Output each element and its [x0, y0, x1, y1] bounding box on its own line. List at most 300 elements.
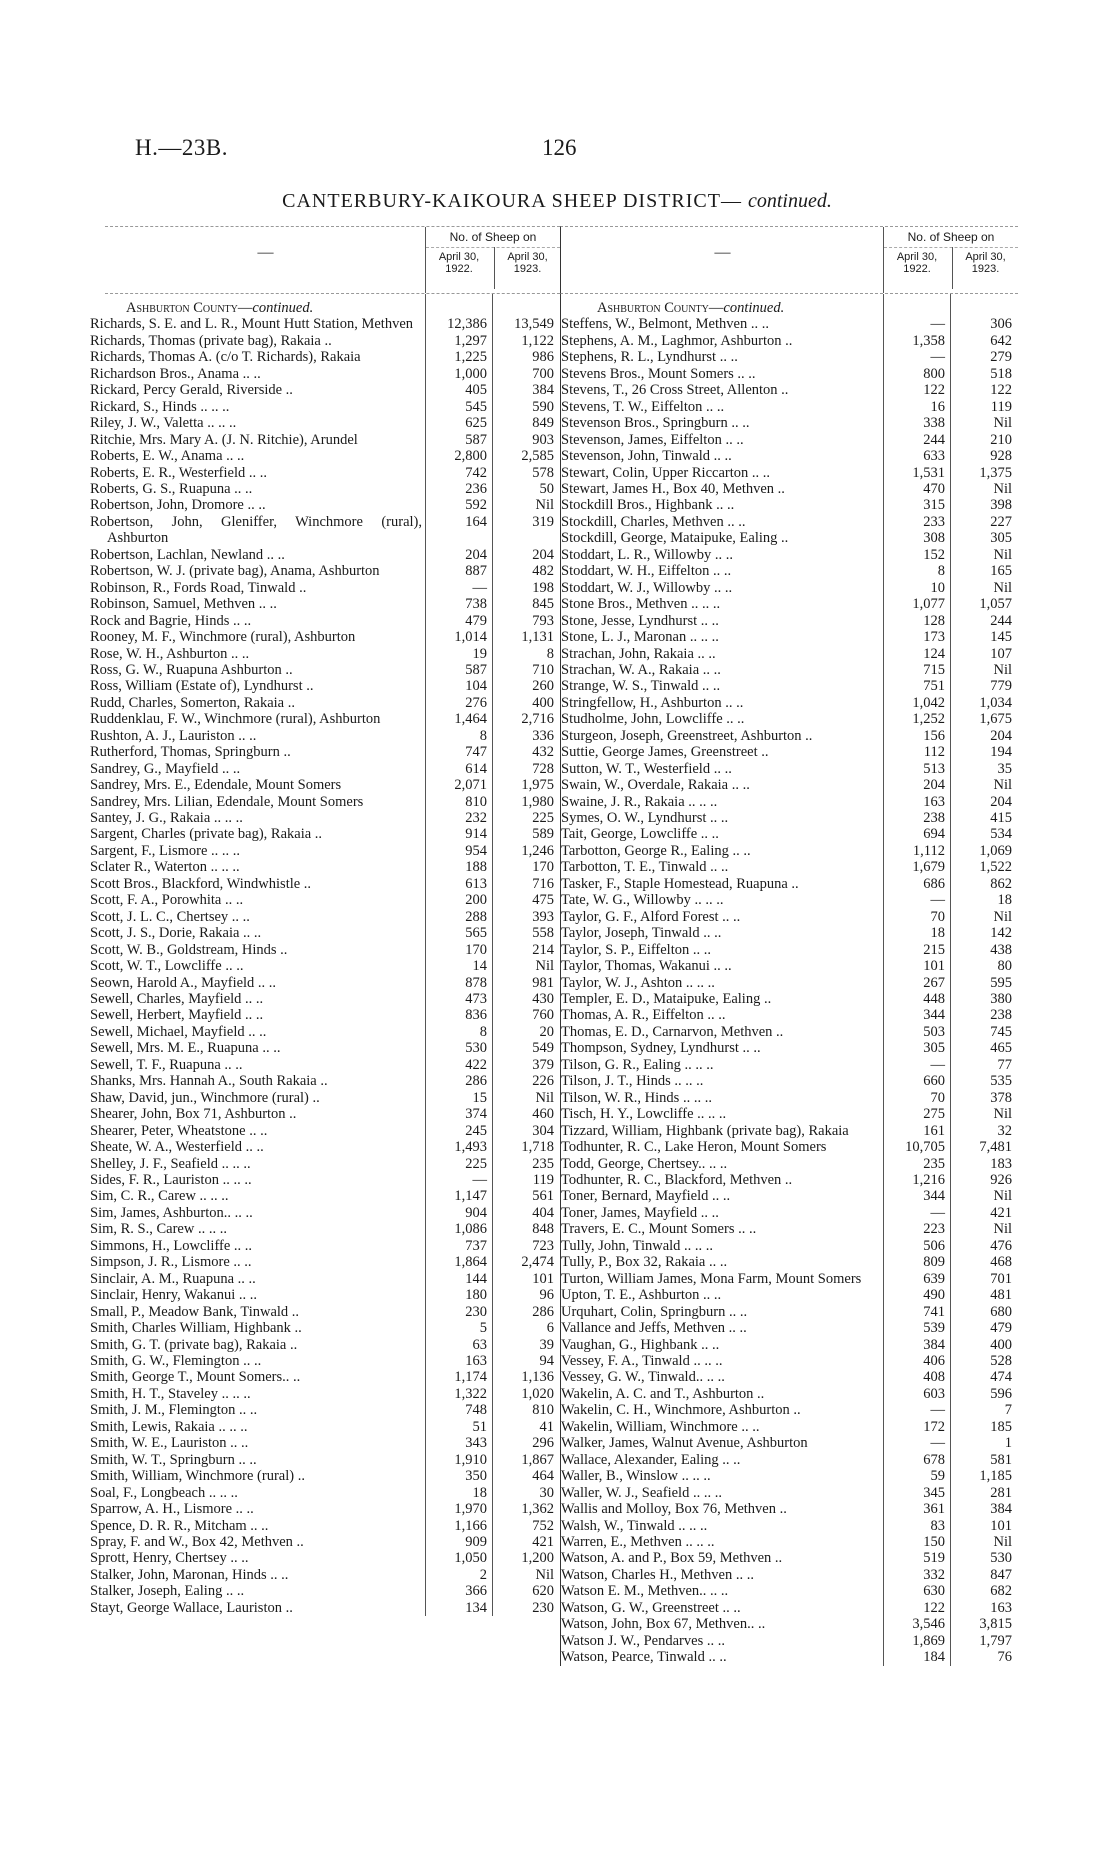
table-row [90, 1106, 560, 1122]
table-row [561, 448, 1018, 464]
sheep-1923: Nil [993, 777, 1012, 794]
sheep-1923: 1,136 [521, 1369, 554, 1386]
sheep-1922: 345 [923, 1484, 945, 1501]
sheep-1923: 1,069 [979, 842, 1012, 859]
sheep-1922: 686 [923, 875, 945, 892]
table-row [90, 1320, 560, 1336]
sheep-1923: 1,975 [521, 777, 554, 794]
holder-name: Wallace, Alexander, Ealing .. .. [561, 1451, 741, 1468]
holder-name: Thompson, Sydney, Lyndhurst .. .. [561, 1040, 761, 1057]
sheep-1923: 561 [532, 1188, 554, 1205]
table-row [561, 1518, 1018, 1534]
sheep-1923: 1,122 [521, 332, 554, 349]
holder-name: Wakelin, C. H., Winchmore, Ashburton .. [561, 1402, 801, 1419]
table-row [90, 662, 560, 678]
table-row [90, 349, 560, 365]
sheep-1923: 589 [532, 826, 554, 843]
table-row [561, 1106, 1018, 1122]
table-row [90, 613, 560, 629]
table-row [561, 1583, 1018, 1599]
sheep-1922: 1,864 [454, 1254, 487, 1271]
sheep-1922: 603 [923, 1385, 945, 1402]
holder-name: Shanks, Mrs. Hannah A., South Rakaia .. [90, 1073, 328, 1090]
table-row [90, 892, 560, 908]
table-row [90, 1304, 560, 1320]
sheep-1922: 200 [465, 892, 487, 909]
table-row [90, 547, 560, 563]
holder-name: Rickard, S., Hinds .. .. .. [90, 398, 230, 415]
table-row [561, 1534, 1018, 1550]
holder-name: Templer, E. D., Mataipuke, Ealing .. [561, 991, 772, 1008]
holder-name: Todhunter, R. C., Blackford, Methven .. [561, 1172, 793, 1188]
table-row [561, 1057, 1018, 1073]
sheep-1923: 244 [990, 612, 1012, 629]
sheep-1923: 986 [532, 349, 554, 366]
sheep-1923: 1,675 [979, 711, 1012, 728]
sheep-1923: 119 [532, 1172, 554, 1188]
sheep-1922: 204 [465, 546, 487, 563]
sheep-1923: 77 [997, 1056, 1012, 1073]
holder-name: Stockdill, Charles, Methven .. .. [561, 513, 746, 530]
sheep-1922: 836 [465, 1007, 487, 1024]
holder-name: Stalker, John, Maronan, Hinds .. .. [90, 1566, 289, 1583]
table-row [561, 316, 1018, 332]
sheep-1923: 8 [546, 645, 554, 662]
table-row [90, 810, 560, 826]
holder-name: Sheate, W. A., Westerfield .. .. [90, 1139, 264, 1156]
sheep-1922: 639 [923, 1270, 945, 1287]
table-row [90, 1353, 560, 1369]
holder-name: Stephens, A. M., Laghmor, Ashburton .. [561, 332, 793, 349]
sheep-1923: 50 [539, 480, 554, 497]
sheep-1922: 503 [923, 1023, 945, 1040]
table-row [90, 1402, 560, 1418]
holder-name: Stone, Jesse, Lyndhurst .. .. [561, 612, 719, 629]
table-row [90, 843, 560, 859]
sheep-1923: 214 [532, 941, 554, 958]
sheep-1923: 482 [532, 563, 554, 580]
sheep-1922: 1,014 [454, 629, 487, 646]
sheep-1922: 470 [923, 480, 945, 497]
sheep-1922: 308 [923, 530, 945, 547]
holder-name: Tilson, G. R., Ealing .. .. .. [561, 1056, 714, 1073]
sheep-1923: Nil [993, 579, 1012, 596]
holder-name: Ross, William (Estate of), Lyndhurst .. [90, 678, 314, 695]
table-row [561, 333, 1018, 349]
table-row [90, 448, 560, 464]
holder-name: Smith, W. T., Springburn .. .. [90, 1451, 257, 1468]
holder-name: Sim, R. S., Carew .. .. .. [90, 1221, 227, 1238]
table-row [90, 399, 560, 415]
holder-name: Vallance and Jeffs, Methven .. .. [561, 1320, 747, 1337]
table-row [561, 1616, 1018, 1632]
sheep-1922: 305 [923, 1040, 945, 1057]
table-row [561, 1485, 1018, 1501]
sheep-1923: 384 [990, 1501, 1012, 1518]
sheep-1923: 142 [990, 925, 1012, 942]
sheep-1922: 587 [465, 661, 487, 678]
holder-name: Stevenson Bros., Springburn .. .. [561, 415, 750, 432]
sheep-1922: 2,800 [454, 448, 487, 465]
table-row [90, 777, 560, 793]
table-row [561, 859, 1018, 875]
sheep-1922: 587 [465, 431, 487, 448]
table-row [90, 1485, 560, 1501]
holder-name: Sewell, Mrs. M. E., Ruapuna .. .. [90, 1040, 281, 1057]
page-title [0, 190, 1114, 213]
table-row [561, 514, 1018, 530]
sheep-1922: 473 [465, 991, 487, 1008]
table-row [561, 497, 1018, 513]
table-row [561, 794, 1018, 810]
holder-name: Soal, F., Longbeach .. .. .. [90, 1484, 238, 1501]
holder-name: Smith, Charles William, Highbank .. [90, 1320, 302, 1337]
sheep-1923: 18 [997, 892, 1012, 909]
holder-name: Sandrey, G., Mayfield .. .. [90, 760, 241, 777]
table-row [561, 1337, 1018, 1353]
sheep-1923: 119 [990, 398, 1012, 415]
sheep-1922: 161 [923, 1122, 945, 1139]
holder-name: Tully, P., Box 32, Rakaia .. .. [561, 1254, 728, 1271]
sheep-1923: 384 [532, 382, 554, 399]
table-row [90, 975, 560, 991]
year-1923-header: April 30, 1923. [952, 247, 1018, 289]
table-row [90, 1550, 560, 1566]
sheep-1923: 535 [990, 1073, 1012, 1090]
table-row [561, 925, 1018, 941]
table-row [90, 316, 560, 332]
holder-name: Vaughan, G., Highbank .. .. [561, 1336, 720, 1353]
sheep-1922: 83 [930, 1517, 945, 1534]
table-row [561, 432, 1018, 448]
table-row [561, 1205, 1018, 1221]
holder-name: Smith, George T., Mount Somers.. .. [90, 1369, 301, 1386]
holder-name: Scott, W. T., Lowcliffe .. .. [90, 958, 244, 975]
sheep-1922: 163 [923, 793, 945, 810]
sheep-1923: 1,375 [979, 464, 1012, 481]
sheep-1923: Nil [535, 1566, 554, 1583]
sheep-1923: 928 [990, 448, 1012, 465]
holder-name: Todhunter, R. C., Lake Heron, Mount Somers [561, 1139, 827, 1156]
table-row [90, 432, 560, 448]
sheep-1922: 742 [465, 464, 487, 481]
sheep-1922: 172 [923, 1418, 945, 1435]
holder-name: Smith, J. M., Flemington .. .. [90, 1402, 258, 1419]
table-row [90, 1188, 560, 1204]
holder-name: Sclater R., Waterton .. .. .. [90, 859, 240, 876]
sheep-1923: 680 [990, 1303, 1012, 1320]
holder-name: Sides, F. R., Lauriston .. .. .. [90, 1172, 252, 1188]
sheep-1922: 715 [923, 661, 945, 678]
table-row [561, 1254, 1018, 1270]
holder-name: Taylor, W. J., Ashton .. .. .. [561, 974, 715, 991]
table-row [90, 1040, 560, 1056]
sheep-1923: 779 [990, 678, 1012, 695]
table-row [561, 1139, 1018, 1155]
sheep-1923: 475 [532, 892, 554, 909]
sheep-1922: — [472, 579, 487, 596]
sheep-1923: 227 [990, 513, 1012, 530]
holder-name: Smith, W. E., Lauriston .. .. [90, 1435, 249, 1452]
holder-name: Robinson, Samuel, Methven .. .. [90, 596, 277, 613]
sheep-1923: 596 [990, 1385, 1012, 1402]
table-row [561, 366, 1018, 382]
sheep-1922: 101 [923, 958, 945, 975]
table-row [561, 349, 1018, 365]
year-1922-header: April 30, 1922. [438, 251, 480, 275]
sheep-1922: 738 [465, 596, 487, 613]
table-row [90, 465, 560, 481]
holder-name: Shearer, John, Box 71, Ashburton .. [90, 1106, 297, 1123]
sheep-1923: 7 [1004, 1402, 1012, 1419]
sheep-1922: 1,174 [454, 1369, 487, 1386]
holder-name: Stevenson, John, Tinwald .. .. [561, 448, 732, 465]
table-row [561, 1040, 1018, 1056]
section-heading: Ashburton County—continued. [126, 300, 314, 316]
holder-name: Richards, Thomas (private bag), Rakaia .. [90, 332, 332, 349]
sheep-1922: 5 [479, 1320, 487, 1337]
table-row [90, 1254, 560, 1270]
holder-name: Tilson, W. R., Hinds .. .. .. [561, 1089, 712, 1106]
sheep-1923: 1,034 [979, 694, 1012, 711]
sheep-1923: 41 [539, 1418, 554, 1435]
sheep-1923: 530 [990, 1550, 1012, 1567]
holder-name: Stalker, Joseph, Ealing .. .. [90, 1583, 245, 1600]
table-row [90, 859, 560, 875]
holder-name: Studholme, John, Lowcliffe .. .. [561, 711, 745, 728]
sheep-1923: 319 [532, 513, 554, 530]
holder-name: Smith, H. T., Staveley .. .. .. [90, 1385, 251, 1402]
year-1923-header: April 30, 1923. [494, 247, 560, 289]
holder-name: Tasker, F., Staple Homestead, Ruapuna .. [561, 875, 799, 892]
table-row [90, 876, 560, 892]
table-row [561, 1090, 1018, 1106]
table-row [561, 1402, 1018, 1418]
sheep-1922: 1,077 [912, 596, 945, 613]
holder-name: Stoddart, L. R., Willowby .. .. [561, 546, 733, 563]
sheep-1922: 565 [465, 925, 487, 942]
holder-name: Roberts, G. S., Ruapuna .. .. [90, 480, 253, 497]
holder-name: Todd, George, Chertsey.. .. .. [561, 1155, 728, 1172]
holder-name: Rushton, A. J., Lauriston .. .. [90, 727, 257, 744]
sheep-1923: 204 [990, 793, 1012, 810]
table-row [561, 991, 1018, 1007]
holder-name: Tilson, J. T., Hinds .. .. .. [561, 1073, 704, 1090]
sheep-1922: 1,252 [912, 711, 945, 728]
sheep-1922: 188 [465, 859, 487, 876]
holder-name: Sewell, T. F., Ruapuna .. .. [90, 1056, 243, 1073]
holder-name: Santey, J. G., Rakaia .. .. .. [90, 810, 243, 827]
table-row [90, 580, 560, 596]
sheep-1922: 232 [465, 810, 487, 827]
table-row [90, 1024, 560, 1040]
holder-name: Sim, C. R., Carew .. .. .. [90, 1188, 229, 1205]
sheep-1922: 152 [923, 546, 945, 563]
holder-name: Thomas, A. R., Eiffelton .. .. [561, 1007, 726, 1024]
sheep-1922: 513 [923, 760, 945, 777]
sheep-1922: 18 [930, 925, 945, 942]
sheep-1922: 1,358 [912, 332, 945, 349]
holder-name: Sandrey, Mrs. Lilian, Edendale, Mount Somers [90, 793, 364, 810]
sheep-1923: 32 [997, 1122, 1012, 1139]
sheep-1922: 1,869 [912, 1632, 945, 1649]
holder-name: Sinclair, Henry, Wakanui .. .. [90, 1287, 257, 1304]
sheep-1923: 398 [990, 497, 1012, 514]
table-row [90, 1600, 560, 1616]
holder-name: Wakelin, A. C. and T., Ashburton .. [561, 1385, 765, 1402]
sheep-1922: — [930, 1056, 945, 1073]
sheep-1923: 145 [990, 629, 1012, 646]
left-rows [90, 300, 560, 1616]
table-row [90, 744, 560, 760]
sheep-1923: 1,797 [979, 1632, 1012, 1649]
holder-name: Richards, Thomas A. (c/o T. Richards), Rakaia [90, 349, 361, 366]
sheep-1922: 338 [923, 415, 945, 432]
sheep-1923: 165 [990, 563, 1012, 580]
sheep-1922: 614 [465, 760, 487, 777]
sheep-1923: 30 [539, 1484, 554, 1501]
table-row [90, 1057, 560, 1073]
table-row [561, 1369, 1018, 1385]
holder-name: Ross, G. W., Ruapuna Ashburton .. [90, 661, 293, 678]
sheep-1923: 226 [532, 1073, 554, 1090]
sheep-1922: 737 [465, 1237, 487, 1254]
sheep-1922: 2,071 [454, 777, 487, 794]
holder-name: Ritchie, Mrs. Mary A. (J. N. Ritchie), Arundel [90, 431, 358, 448]
sheep-1922: 19 [472, 645, 487, 662]
sheep-1923: 286 [532, 1303, 554, 1320]
sheep-1923: 1,980 [521, 793, 554, 810]
table-row [90, 1435, 560, 1451]
holder-name: Stoddart, W. H., Eiffelton .. .. [561, 563, 732, 580]
sheep-1923: 306 [990, 316, 1012, 333]
holder-name: Suttie, George James, Greenstreet .. [561, 744, 769, 761]
sheep-1922: 112 [923, 744, 945, 761]
table-row [90, 563, 560, 579]
holder-name: Scott, J. S., Dorie, Rakaia .. .. [90, 925, 262, 942]
sheep-1922: 8 [479, 1023, 487, 1040]
sheep-1923: 198 [532, 579, 554, 596]
sheep-column-group [883, 227, 1018, 293]
sheep-1923: 700 [532, 365, 554, 382]
sheep-1922: 747 [465, 744, 487, 761]
holder-name: Symes, O. W., Lyndhurst .. .. [561, 810, 729, 827]
table-row [90, 629, 560, 645]
table-row [561, 399, 1018, 415]
table-row [561, 810, 1018, 826]
table-row [90, 1156, 560, 1172]
table-row [90, 1468, 560, 1484]
holder-name: Travers, E. C., Mount Somers .. .. [561, 1221, 757, 1238]
sheep-1922: 887 [465, 563, 487, 580]
sheep-1922: — [930, 349, 945, 366]
table-row [561, 942, 1018, 958]
table-row [90, 514, 560, 547]
sheep-1922: 10 [930, 579, 945, 596]
table-row [561, 876, 1018, 892]
sheep-1923: 460 [532, 1106, 554, 1123]
holder-name: Stockdill Bros., Highbank .. .. [561, 497, 735, 514]
sheep-1922: 2 [479, 1566, 487, 1583]
sheep-1922: 810 [465, 793, 487, 810]
right-table-header [560, 226, 1018, 294]
holder-name: Shelley, J. F., Seafield .. .. .. [90, 1155, 251, 1172]
sheep-1922: 1,086 [454, 1221, 487, 1238]
sheep-1922: 694 [923, 826, 945, 843]
table-row [561, 1024, 1018, 1040]
sheep-1922: 276 [465, 694, 487, 711]
table-row [561, 744, 1018, 760]
holder-name: Watson E. M., Methven.. .. .. [561, 1583, 729, 1600]
sheep-1922: 144 [465, 1270, 487, 1287]
holder-name: Rose, W. H., Ashburton .. .. [90, 645, 250, 662]
sheep-1922: 70 [930, 908, 945, 925]
sheep-1923: 464 [532, 1468, 554, 1485]
table-row [90, 1073, 560, 1089]
sheep-1923: 76 [997, 1649, 1012, 1666]
sheep-1922: 134 [465, 1599, 487, 1616]
sheep-1922: 8 [479, 727, 487, 744]
sheep-1923: 238 [990, 1007, 1012, 1024]
holder-name: Sandrey, Mrs. E., Edendale, Mount Somers [90, 777, 342, 794]
holder-name: Sargent, Charles (private bag), Rakaia .. [90, 826, 323, 843]
table-row [90, 481, 560, 497]
holder-name: Wallis and Molloy, Box 76, Methven .. [561, 1501, 787, 1518]
table-row [561, 695, 1018, 711]
holder-name: Sprott, Henry, Chertsey .. .. [90, 1550, 249, 1567]
title-main: CANTERBURY-KAIKOURA SHEEP DISTRICT— [282, 190, 742, 212]
sheep-1923: 336 [532, 727, 554, 744]
holder-name: Spray, F. and W., Box 42, Methven .. [90, 1533, 304, 1550]
sheep-1923: 465 [990, 1040, 1012, 1057]
sheep-1923: 728 [532, 760, 554, 777]
table-row [561, 1353, 1018, 1369]
sheep-1923: 745 [990, 1023, 1012, 1040]
sheep-1923: 101 [532, 1270, 554, 1287]
sheep-1922: 1,679 [912, 859, 945, 876]
holder-name: Stringfellow, H., Ashburton .. .. [561, 694, 744, 711]
sheep-1923: 101 [990, 1517, 1012, 1534]
sheep-1923: 438 [990, 941, 1012, 958]
table-row [90, 1452, 560, 1468]
holder-name: Small, P., Meadow Bank, Tinwald .. [90, 1303, 300, 1320]
holder-name: Watson, A. and P., Box 59, Methven .. [561, 1550, 783, 1567]
sheep-1923: 296 [532, 1435, 554, 1452]
name-column-header: — [714, 244, 731, 261]
holder-name: Steffens, W., Belmont, Methven .. .. [561, 316, 769, 333]
sheep-1923: 279 [990, 349, 1012, 366]
table-row [90, 1205, 560, 1221]
sheep-1923: 474 [990, 1369, 1012, 1386]
sheep-1922: 16 [930, 398, 945, 415]
sheep-1922: 1,112 [912, 842, 945, 859]
sheep-1923: 642 [990, 332, 1012, 349]
sheep-1923: 760 [532, 1007, 554, 1024]
sheep-1923: 1,718 [521, 1139, 554, 1156]
sheep-1922: — [472, 1172, 487, 1188]
sheep-1923: 430 [532, 991, 554, 1008]
sheep-1923: 1,057 [979, 596, 1012, 613]
sheep-1923: 2,585 [521, 448, 554, 465]
sheep-1922: 12,386 [447, 316, 487, 333]
sheep-1923: 981 [532, 974, 554, 991]
table-row [90, 1090, 560, 1106]
holder-name: Stevenson, James, Eiffelton .. .. [561, 431, 744, 448]
sheep-1922: 408 [923, 1369, 945, 1386]
holder-name: Scott, F. A., Porowhita .. .. [90, 892, 244, 909]
table-row [90, 1287, 560, 1303]
table-row [90, 761, 560, 777]
